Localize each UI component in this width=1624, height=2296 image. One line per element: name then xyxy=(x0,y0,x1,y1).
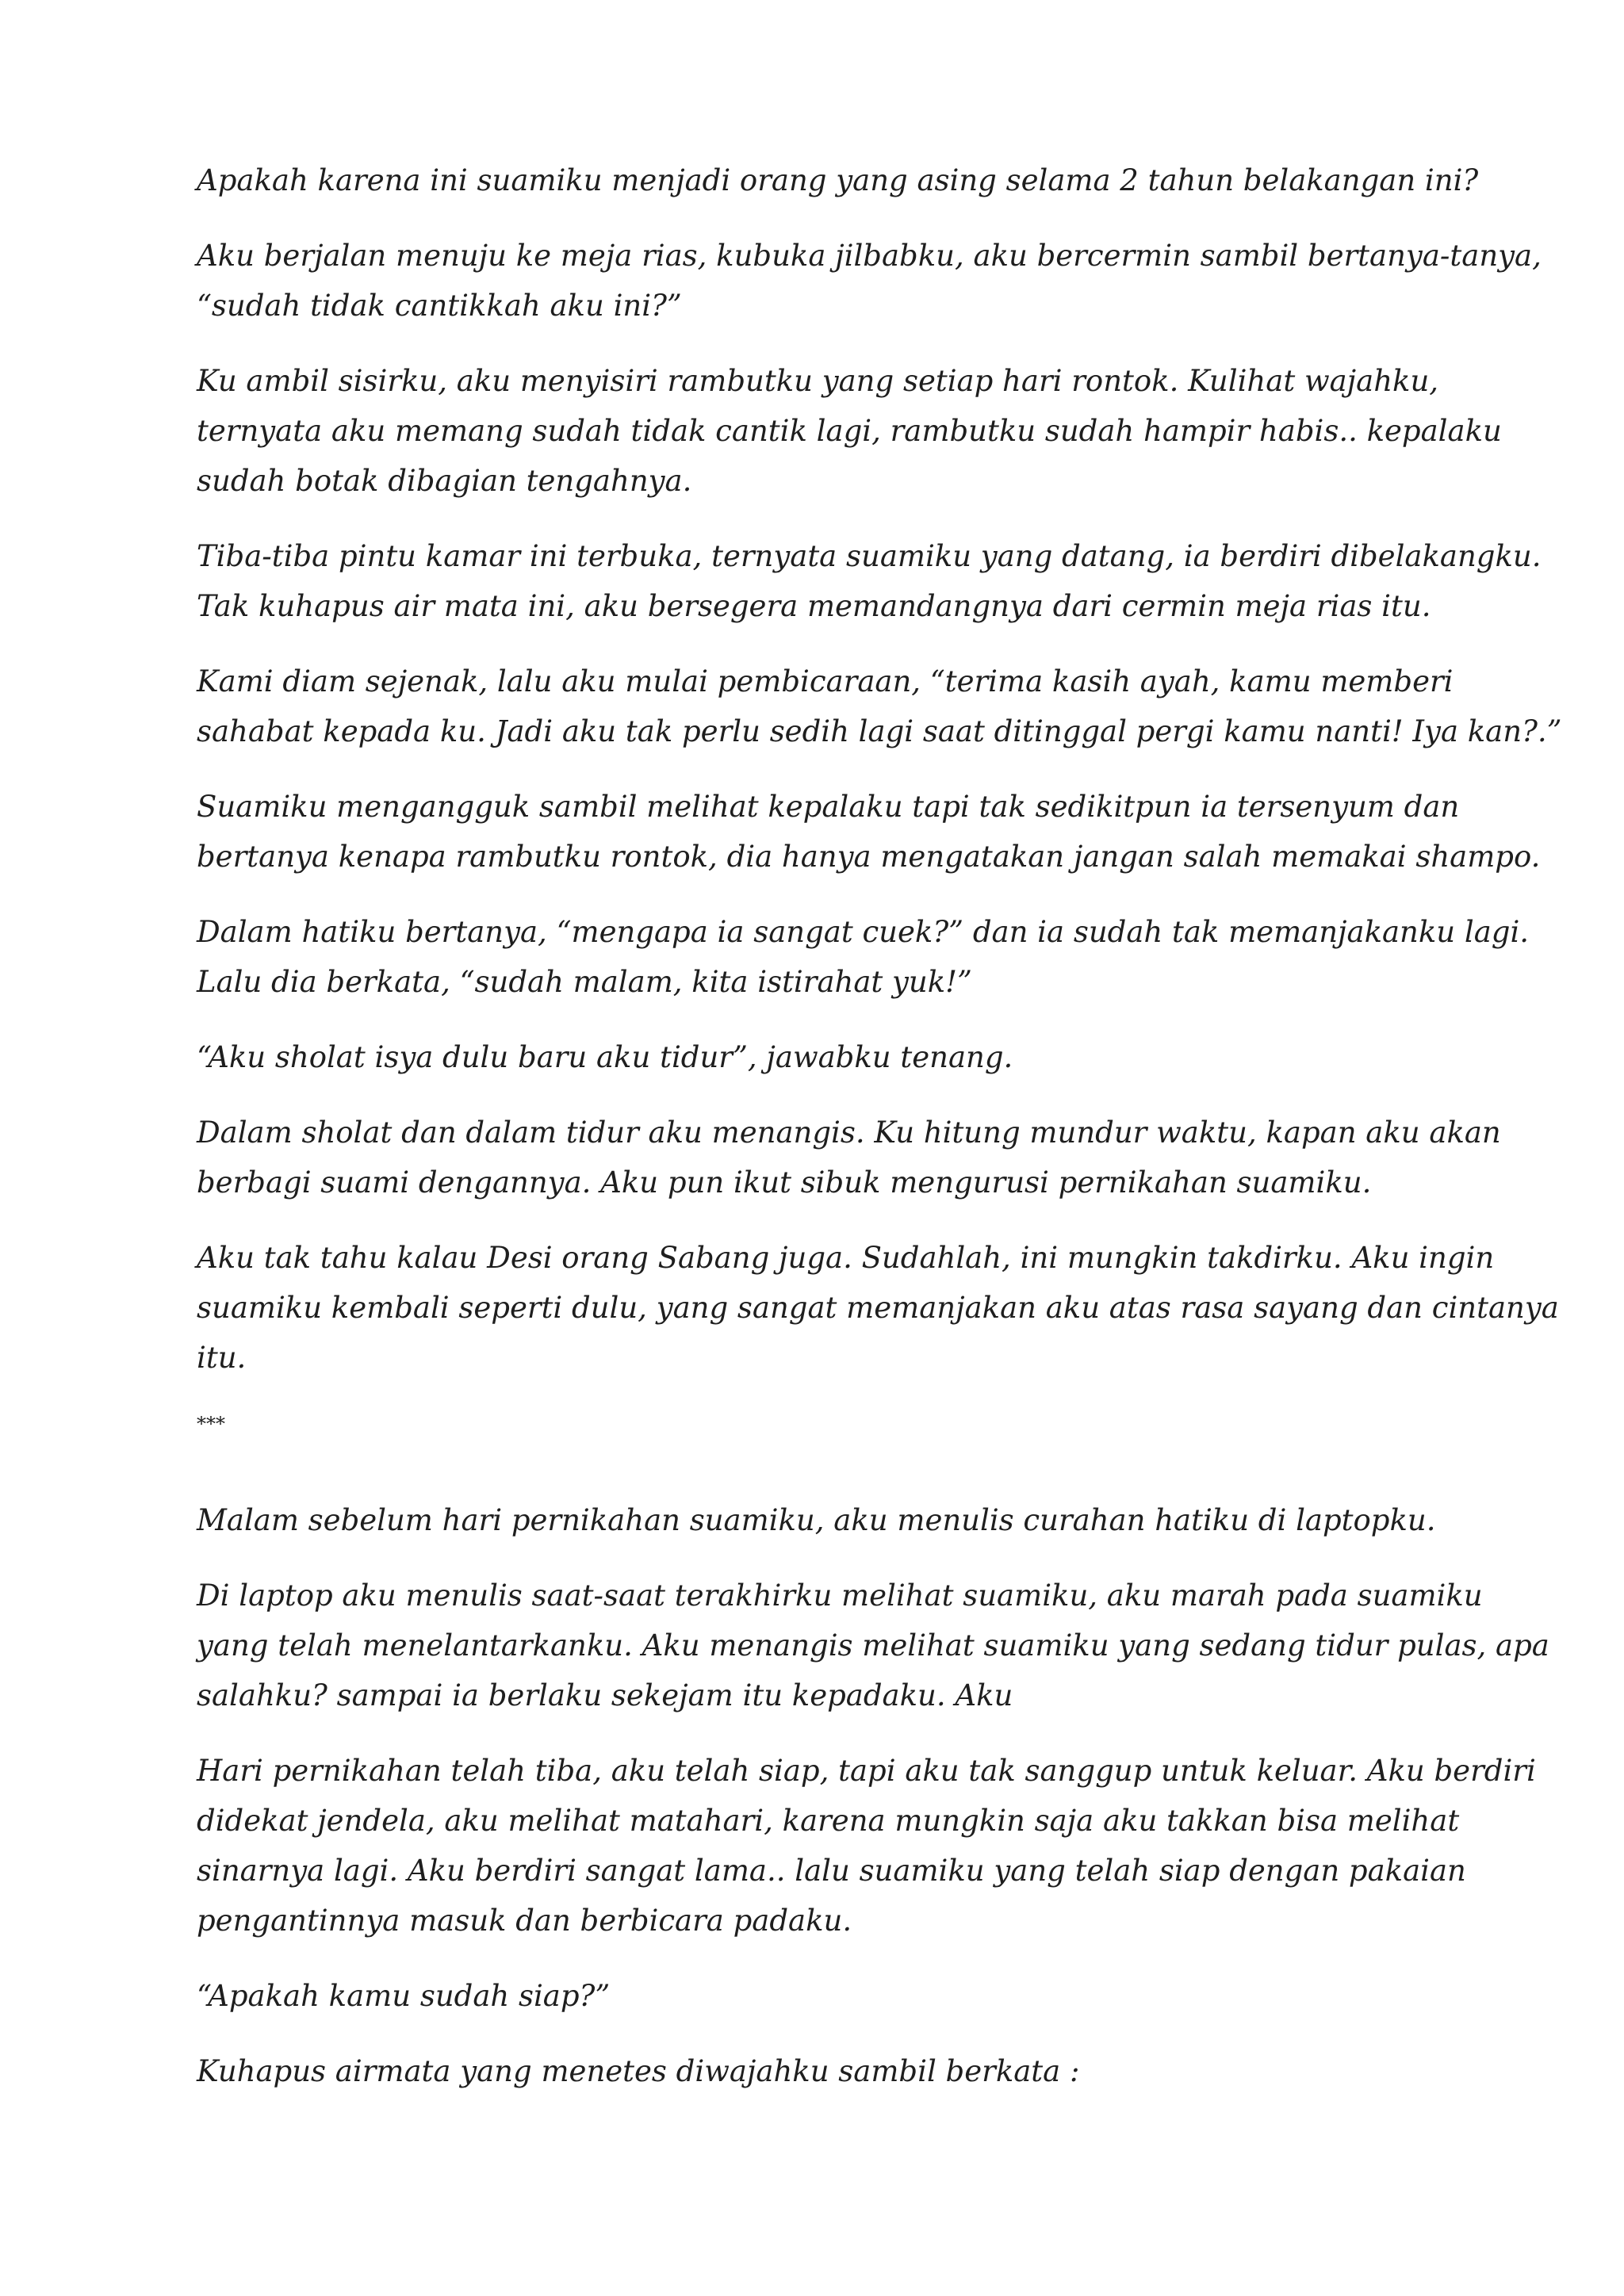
paragraph xyxy=(197,656,1562,756)
text-line: sudah botak dibagian tengahnya. xyxy=(197,464,692,498)
text-line: ternyata aku memang sudah tidak cantik lagi, rambutku sudah hampir habis.. kepalaku xyxy=(197,414,1502,448)
text-line: Tak kuhapus air mata ini, aku bersegera memandangnya dari cermin meja rias itu. xyxy=(197,589,1431,623)
paragraph xyxy=(197,531,1542,631)
text-line: Di laptop aku menulis saat-saat terakhirku melihat suamiku, aku marah pada suamiku xyxy=(197,1578,1483,1613)
text-line: Aku tak tahu kalau Desi orang Sabang juga. Sudahlah, ini mungkin takdirku. Aku ingin xyxy=(197,1241,1495,1275)
text-line: Hari pernikahan telah tiba, aku telah siap, tapi aku tak sanggup untuk keluar. Aku berdiri xyxy=(197,1754,1536,1788)
text-line: Dalam hatiku bertanya, “mengapa ia sangat cuek?” dan ia sudah tak memanjakanku lagi. xyxy=(197,915,1530,949)
paragraph xyxy=(197,356,1502,506)
text-line: Kami diam sejenak, lalu aku mulai pembicaraan, “terima kasih ayah, kamu memberi xyxy=(197,664,1454,698)
paragraph xyxy=(197,1108,1501,1207)
text-line: itu. xyxy=(197,1341,247,1375)
section-separator: *** xyxy=(197,1413,225,1435)
text-line: Lalu dia berkata, “sudah malam, kita istirahat yuk!” xyxy=(197,965,972,999)
text-line: Aku berjalan menuju ke meja rias, kubuka jilbabku, aku bercermin sambil bertanya-tanya, xyxy=(197,239,1542,273)
text-line: “Apakah kamu sudah siap?” xyxy=(197,1979,611,2013)
text-line: Dalam sholat dan dalam tidur aku menangis. Ku hitung mundur waktu, kapan aku akan xyxy=(197,1115,1501,1150)
text-line: berbagi suami dengannya. Aku pun ikut sibuk mengurusi pernikahan suamiku. xyxy=(197,1165,1372,1200)
text-line: pengantinnya masuk dan berbicara padaku. xyxy=(197,1904,852,1938)
paragraph xyxy=(197,907,1530,1007)
paragraph xyxy=(197,1571,1549,1720)
text-line: suamiku kembali seperti dulu, yang sangat memanjakan aku atas rasa sayang dan cintanya xyxy=(197,1291,1559,1325)
paragraph xyxy=(197,1495,1450,1545)
text-line: bertanya kenapa rambutku rontok, dia hanya mengatakan jangan salah memakai shampo. xyxy=(197,840,1541,874)
text-line: yang telah menelantarkanku. Aku menangis melihat suamiku yang sedang tidur pulas, apa xyxy=(197,1628,1549,1663)
text-line: “sudah tidak cantikkah aku ini?” xyxy=(197,289,682,323)
paragraph xyxy=(197,231,1542,331)
text-line: sinarnya lagi. Aku berdiri sangat lama.. lalu suamiku yang telah siap dengan pakaian xyxy=(197,1854,1466,1888)
text-line: Tiba-tiba pintu kamar ini terbuka, ternyata suamiku yang datang, ia berdiri dibelakangku. xyxy=(197,539,1542,573)
paragraph xyxy=(197,1971,1450,2021)
paragraph xyxy=(197,2046,1450,2096)
text-line: sahabat kepada ku. Jadi aku tak perlu sedih lagi saat ditinggal pergi kamu nanti! Iya kan?.” xyxy=(197,714,1562,748)
text-line: salahku? sampai ia berlaku sekejam itu kepadaku. Aku xyxy=(197,1678,1013,1712)
text-line: Suamiku mengangguk sambil melihat kepalaku tapi tak sedikitpun ia tersenyum dan xyxy=(197,790,1460,824)
paragraph xyxy=(197,1233,1559,1383)
text-line: didekat jendela, aku melihat matahari, karena mungkin saja aku takkan bisa melihat xyxy=(197,1804,1460,1838)
text-line: Apakah karena ini suamiku menjadi orang yang asing selama 2 tahun belakangan ini? xyxy=(197,163,1479,197)
paragraph xyxy=(197,1746,1536,1946)
text-line: Kuhapus airmata yang menetes diwajahku sambil berkata : xyxy=(197,2054,1080,2088)
document-body xyxy=(197,155,1562,2122)
paragraph xyxy=(197,782,1541,882)
paragraph xyxy=(197,1032,1450,1082)
text-line: “Aku sholat isya dulu baru aku tidur”, jawabku tenang. xyxy=(197,1040,1013,1074)
text-line: Ku ambil sisirku, aku menyisiri rambutku yang setiap hari rontok. Kulihat wajahku, xyxy=(197,364,1439,398)
text-line: Malam sebelum hari pernikahan suamiku, aku menulis curahan hatiku di laptopku. xyxy=(197,1503,1436,1537)
paragraph xyxy=(197,155,1479,205)
